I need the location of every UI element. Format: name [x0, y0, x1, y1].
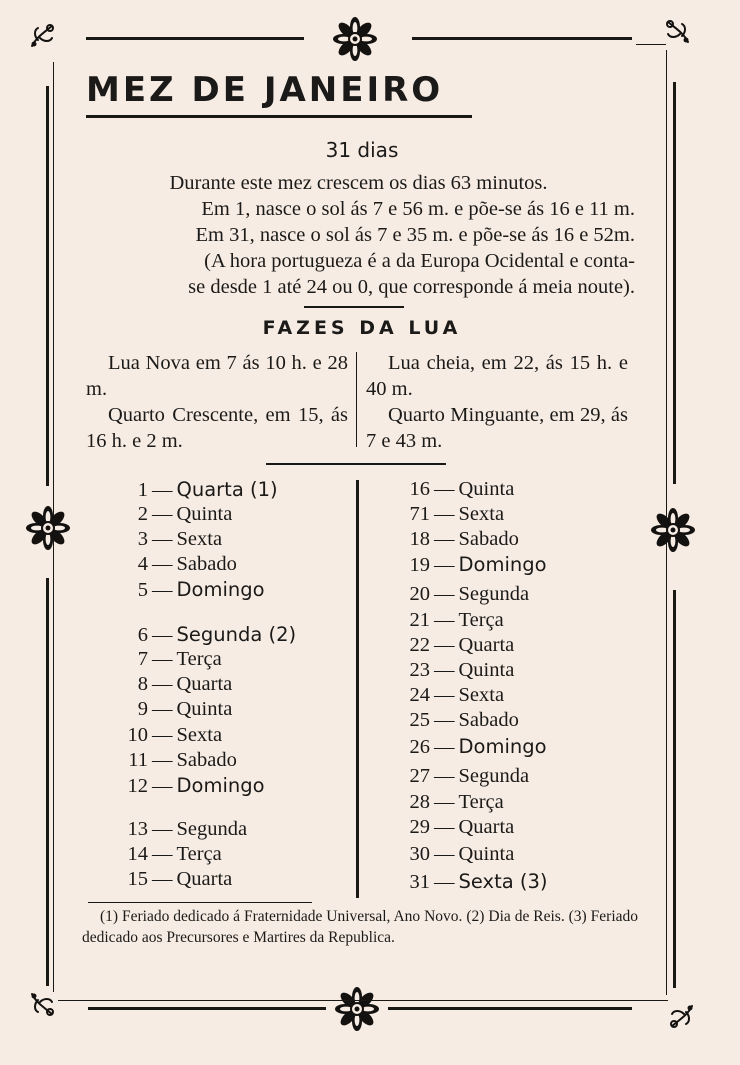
calendar-day-row	[400, 528, 519, 551]
calendar-day-row	[400, 609, 504, 632]
day-number: 11	[128, 749, 148, 771]
day-number: 15	[127, 868, 148, 890]
calendar-day-row	[118, 868, 232, 891]
moon-phases-heading: FAZES DA LUA	[262, 317, 462, 339]
day-number: 10	[127, 724, 148, 746]
day-dash: —	[434, 583, 455, 605]
day-number: 24	[409, 684, 430, 706]
moon-phases-right	[366, 350, 628, 454]
weekday-name: Sexta (3)	[458, 870, 548, 893]
intro-line: Durante este mez crescem os dias 63 minutos.	[169, 172, 548, 194]
calendar-day-row	[400, 816, 514, 839]
calendar-day-row	[118, 503, 232, 526]
weekday-name: Quarta	[176, 673, 233, 695]
weekday-name: Quinta	[176, 503, 233, 525]
calendar-day-row	[400, 634, 514, 657]
calendar-day-row	[118, 724, 222, 747]
days-count: 31 dias	[325, 138, 399, 162]
calendar-day-row	[400, 791, 504, 814]
footnotes	[82, 906, 638, 948]
day-number: 5	[137, 579, 148, 601]
weekday-name: Terça	[176, 648, 222, 670]
calendar-day-row	[118, 623, 296, 647]
calendar-day-row	[118, 648, 222, 671]
day-dash: —	[152, 843, 173, 865]
intro-line: se desde 1 até 24 ou 0, que corresponde á meia noute).	[188, 276, 635, 298]
day-number: 6	[137, 624, 148, 646]
weekday-name: Terça	[176, 843, 222, 865]
bottom-rule-right	[388, 1007, 632, 1010]
day-dash: —	[434, 684, 455, 706]
day-number: 4	[137, 553, 148, 575]
day-dash: —	[434, 554, 455, 576]
day-number: 21	[409, 609, 430, 631]
intro-line: Em 1, nasce o sol ás 7 e 56 m. e põe-se ás 16 e 11 m.	[201, 198, 635, 220]
day-number: 19	[409, 554, 430, 576]
day-dash: —	[434, 609, 455, 631]
calendar-divider	[356, 480, 359, 898]
day-dash: —	[434, 503, 455, 525]
day-dash: —	[152, 673, 173, 695]
weekday-name: Domingo	[176, 774, 265, 797]
intro-line: (A hora portugueza é a da Europa Ocidental e conta-	[204, 250, 635, 272]
day-dash: —	[434, 528, 455, 550]
calendar-day-row	[118, 818, 247, 841]
weekday-name: Terça	[458, 609, 504, 631]
calendar-day-row	[118, 673, 232, 696]
footnote-rule	[88, 902, 312, 903]
day-dash: —	[152, 698, 173, 720]
footnote-text: (1) Feriado dedicado á Fraternidade Universal, Ano Novo. (2) Dia de Reis. (3) Feriado dedicado aos Precursores e Martires da Republica.	[82, 908, 638, 946]
day-number: 31	[409, 871, 430, 893]
weekday-name: Sabado	[176, 553, 237, 575]
day-dash: —	[152, 724, 173, 746]
day-number: 12	[127, 775, 148, 797]
day-number: 8	[137, 673, 148, 695]
day-dash: —	[434, 871, 455, 893]
calendar-day-row	[400, 735, 547, 759]
flower-ornament-icon	[335, 987, 379, 1031]
corner-ornament-icon	[666, 1002, 696, 1032]
right-rule-lower	[673, 590, 676, 988]
day-number: 14	[127, 843, 148, 865]
moon-phase-entry: Lua Nova em 7 ás 10 h. e 28 m.	[86, 352, 348, 400]
day-dash: —	[152, 503, 173, 525]
calendar-day-row	[400, 684, 504, 707]
right-rule-upper	[673, 82, 676, 484]
calendar-day-row	[118, 843, 222, 866]
day-number: 9	[137, 698, 148, 720]
day-dash: —	[434, 816, 455, 838]
moon-phase-entry: Quarto Minguante, em 29, ás 7 e 43 m.	[366, 404, 628, 452]
day-dash: —	[152, 528, 173, 550]
day-dash: —	[152, 749, 173, 771]
top-rule-right-thin	[636, 44, 666, 45]
day-number: 2	[137, 503, 148, 525]
day-number: 13	[127, 818, 148, 840]
title-underline	[86, 115, 472, 118]
bottom-rule-thin	[58, 1000, 668, 1001]
calendar-day-row	[118, 698, 232, 721]
corner-ornament-icon	[662, 16, 692, 46]
flower-ornament-icon	[333, 17, 377, 61]
day-number: 28	[409, 791, 430, 813]
calendar-day-row	[118, 528, 222, 551]
top-rule-right	[412, 37, 632, 40]
calendar-day-row	[400, 583, 529, 606]
day-dash: —	[434, 478, 455, 500]
weekday-name: Sexta	[458, 684, 505, 706]
day-dash: —	[152, 775, 173, 797]
calendar-day-row	[118, 578, 265, 602]
weekday-name: Sexta	[176, 528, 223, 550]
day-number: 26	[409, 736, 430, 758]
page-title: MEZ DE JANEIRO	[86, 70, 444, 110]
day-number: 27	[409, 765, 430, 787]
day-dash: —	[434, 709, 455, 731]
weekday-name: Terça	[458, 791, 504, 813]
bottom-rule-left	[88, 1007, 326, 1010]
weekday-name: Sexta	[458, 503, 505, 525]
weekday-name: Quinta	[176, 698, 233, 720]
day-dash: —	[152, 579, 173, 601]
day-dash: —	[152, 868, 173, 890]
weekday-name: Sabado	[458, 709, 519, 731]
calendar-day-row	[118, 749, 237, 772]
calendar-day-row	[118, 478, 278, 502]
weekday-name: Quinta	[458, 478, 515, 500]
calendar-day-row	[400, 659, 514, 682]
left-rule-upper	[46, 86, 49, 486]
section-separator	[304, 306, 404, 308]
day-number: 18	[409, 528, 430, 550]
weekday-name: Segunda (2)	[176, 623, 297, 646]
weekday-name: Sexta	[176, 724, 223, 746]
weekday-name: Domingo	[458, 553, 547, 576]
calendar-day-row	[400, 503, 504, 526]
weekday-name: Quinta	[458, 659, 515, 681]
weekday-name: Segunda	[458, 765, 530, 787]
weekday-name: Quarta	[458, 634, 515, 656]
calendar-day-row	[400, 553, 547, 577]
day-dash: —	[434, 765, 455, 787]
flower-ornament-icon	[26, 506, 70, 550]
calendar-day-row	[400, 870, 548, 894]
day-number: 22	[409, 634, 430, 656]
top-rule-left	[86, 37, 304, 40]
day-number: 7	[137, 648, 148, 670]
left-rule-lower	[46, 578, 49, 986]
day-number: 71	[409, 503, 430, 525]
phases-divider	[356, 352, 357, 447]
day-dash: —	[152, 479, 173, 501]
calendar-day-row	[400, 709, 519, 732]
day-dash: —	[152, 624, 173, 646]
day-number: 20	[409, 583, 430, 605]
day-number: 1	[137, 479, 148, 501]
day-dash: —	[434, 659, 455, 681]
weekday-name: Segunda	[176, 818, 248, 840]
day-dash: —	[434, 634, 455, 656]
calendar-day-row	[400, 478, 514, 501]
weekday-name: Sabado	[176, 749, 237, 771]
moon-phase-entry: Quarto Crescente, em 15, ás 16 h. e 2 m.	[86, 404, 348, 452]
moon-phase-entry: Lua cheia, em 22, ás 15 h. e 40 m.	[366, 352, 628, 400]
calendar-day-row	[400, 843, 514, 866]
calendar-day-row	[400, 765, 529, 788]
day-dash: —	[152, 553, 173, 575]
corner-ornament-icon	[28, 990, 58, 1020]
day-dash: —	[152, 648, 173, 670]
day-dash: —	[152, 818, 173, 840]
weekday-name: Segunda	[458, 583, 530, 605]
day-dash: —	[434, 791, 455, 813]
weekday-name: Domingo	[458, 735, 547, 758]
day-number: 23	[409, 659, 430, 681]
day-number: 30	[409, 843, 430, 865]
calendar-day-row	[118, 774, 265, 798]
moon-phases-left	[86, 350, 348, 454]
corner-ornament-icon	[28, 20, 58, 50]
day-number: 16	[409, 478, 430, 500]
weekday-name: Quarta (1)	[176, 478, 278, 501]
day-number: 25	[409, 709, 430, 731]
intro-text	[82, 170, 635, 300]
section-separator	[266, 463, 446, 465]
day-number: 29	[409, 816, 430, 838]
weekday-name: Quarta	[458, 816, 515, 838]
flower-ornament-icon	[651, 508, 695, 552]
day-dash: —	[434, 736, 455, 758]
calendar-day-row	[118, 553, 237, 576]
weekday-name: Domingo	[176, 578, 265, 601]
day-dash: —	[434, 843, 455, 865]
weekday-name: Quinta	[458, 843, 515, 865]
intro-line: Em 31, nasce o sol ás 7 e 35 m. e põe-se ás 16 e 52m.	[195, 224, 635, 246]
day-number: 3	[137, 528, 148, 550]
weekday-name: Sabado	[458, 528, 519, 550]
weekday-name: Quarta	[176, 868, 233, 890]
